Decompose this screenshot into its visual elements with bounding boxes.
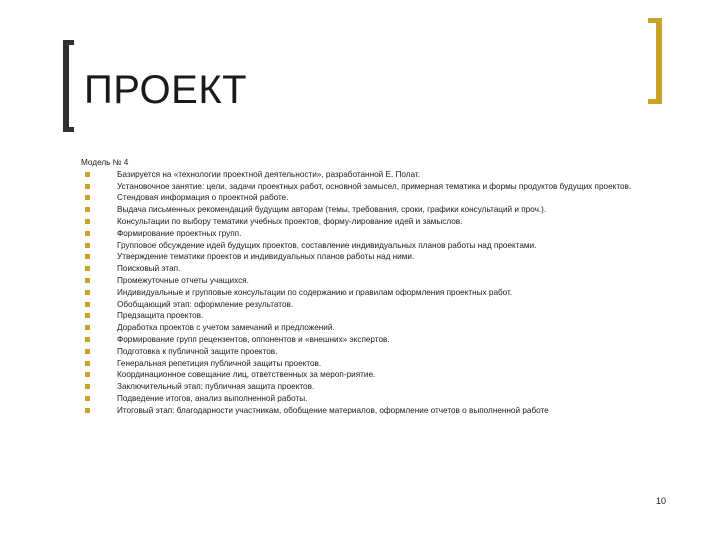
list-item (81, 240, 691, 252)
list-item (81, 275, 691, 287)
square-bullet-icon (85, 384, 90, 389)
square-bullet-icon (85, 278, 90, 283)
list-item-text: Промежуточные отчеты учащихся. (117, 275, 249, 285)
square-bullet-icon (85, 372, 90, 377)
square-bullet-icon (85, 325, 90, 330)
slide-content (81, 157, 691, 417)
list-item (81, 192, 691, 204)
page-number: 10 (656, 496, 667, 506)
list-item (81, 299, 691, 311)
list-item (81, 322, 691, 334)
list-item-text: Групповое обсуждение идей будущих проектов, составление индивидуальных планов работы над проектами. (117, 240, 537, 250)
list-item-text: Итоговый этап: благодарности участникам, обобщение материалов, оформление отчетов о выполненной работе (117, 405, 549, 415)
list-item (81, 369, 691, 381)
list-item-text: Подведение итогов, анализ выполненной работы. (117, 393, 308, 403)
square-bullet-icon (85, 219, 90, 224)
list-item (81, 216, 691, 228)
right-bracket-decoration (648, 18, 662, 104)
list-item (81, 310, 691, 322)
list-item-text: Формирование проектных групп. (117, 228, 242, 238)
list-item-text: Консультации по выбору тематики учебных проектов, форму-лирование идей и замыслов. (117, 216, 463, 226)
list-item-text: Генеральная репетиция публичной защиты проектов. (117, 358, 322, 368)
square-bullet-icon (85, 337, 90, 342)
slide-title: ПРОЕКТ (84, 68, 248, 112)
square-bullet-icon (85, 266, 90, 271)
list-item (81, 169, 691, 181)
square-bullet-icon (85, 254, 90, 259)
list-item-text: Координационное совещание лиц, ответственных за мероп-риятие. (117, 370, 376, 380)
list-item-text: Базируется на «технологии проектной деятельности», разработанной Е. Полат. (117, 169, 421, 179)
list-item (81, 405, 691, 417)
list-item-text: Установочное занятие: цели, задачи проектных работ, основной замысел, примерная тематика и формы продуктов будущих проектов. (117, 181, 632, 191)
list-item (81, 181, 691, 193)
square-bullet-icon (85, 231, 90, 236)
square-bullet-icon (85, 184, 90, 189)
square-bullet-icon (85, 302, 90, 307)
list-item (81, 287, 691, 299)
list-item (81, 346, 691, 358)
list-item (81, 228, 691, 240)
square-bullet-icon (85, 396, 90, 401)
left-bracket-decoration (63, 40, 74, 132)
square-bullet-icon (85, 243, 90, 248)
square-bullet-icon (85, 349, 90, 354)
list-item-text: Доработка проектов с учетом замечаний и предложений. (117, 323, 335, 333)
list-item-text: Обобщающий этап: оформление результатов. (117, 299, 294, 309)
list-item-text: Поисковый этап. (117, 264, 181, 274)
list-item-text: Предзащита проектов. (117, 311, 204, 321)
square-bullet-icon (85, 313, 90, 318)
list-item-text: Подготовка к публичной защите проектов. (117, 346, 278, 356)
square-bullet-icon (85, 408, 90, 413)
list-item-text: Выдача письменных рекомендаций будущим авторам (темы, требования, сроки, графики консультаций и проч.). (117, 205, 547, 215)
list-item (81, 263, 691, 275)
square-bullet-icon (85, 361, 90, 366)
square-bullet-icon (85, 290, 90, 295)
list-item (81, 334, 691, 346)
list-item-text: Индивидуальные и групповые консультации по содержанию и правилам оформления проектных работ. (117, 287, 513, 297)
list-item-text: Утверждение тематики проектов и индивидуальных планов работы над ними. (117, 252, 415, 262)
square-bullet-icon (85, 207, 90, 212)
bullet-list (81, 169, 691, 417)
list-item (81, 393, 691, 405)
list-item (81, 381, 691, 393)
model-label: Модель № 4 (81, 158, 129, 167)
list-item (81, 251, 691, 263)
list-item (81, 204, 691, 216)
list-item-text: Заключительный этап: публичная защита проектов. (117, 382, 315, 392)
list-item-text: Формирование групп рецензентов, оппонентов и «внешних» экспертов. (117, 334, 390, 344)
square-bullet-icon (85, 195, 90, 200)
square-bullet-icon (85, 172, 90, 177)
list-item-text: Стендовая информация о проектной работе. (117, 193, 289, 203)
list-item (81, 358, 691, 370)
